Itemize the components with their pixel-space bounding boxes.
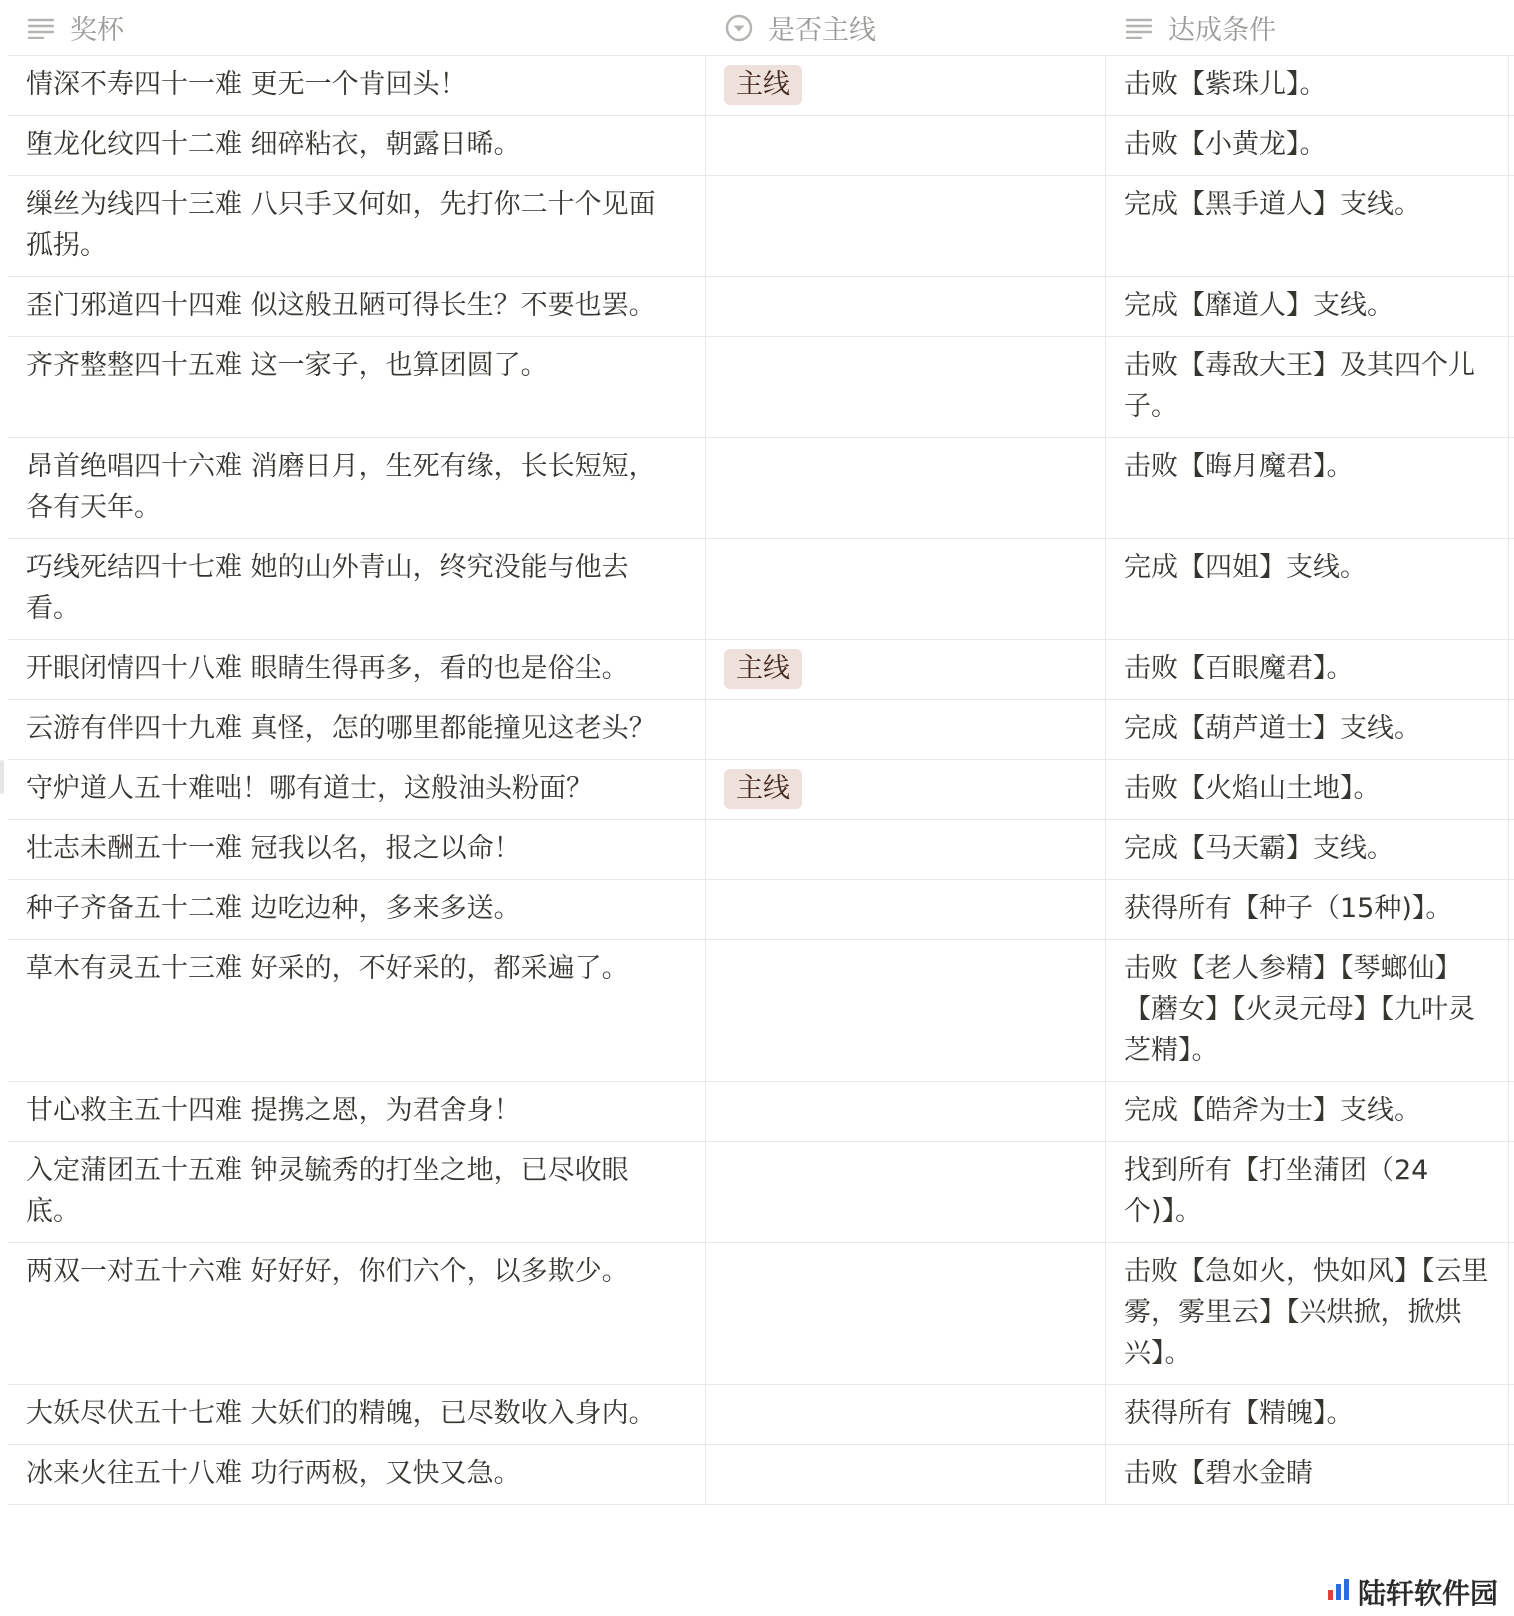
column-header-label: 奖杯 xyxy=(70,15,124,46)
table-body xyxy=(8,56,1514,1505)
condition-cell[interactable]: 击败【火焰山土地】。 xyxy=(1106,760,1509,819)
watermark xyxy=(1320,1570,1506,1614)
condition-cell[interactable]: 击败【紫珠儿】。 xyxy=(1106,56,1509,115)
mainline-cell[interactable] xyxy=(706,277,1106,336)
row-drag-handle[interactable] xyxy=(0,760,4,794)
table-row[interactable] xyxy=(8,56,1514,116)
table-header xyxy=(8,0,1514,56)
mainline-cell[interactable] xyxy=(706,640,1106,699)
mainline-cell[interactable] xyxy=(706,337,1106,437)
mainline-tag: 主线 xyxy=(724,649,802,689)
mainline-cell[interactable] xyxy=(706,760,1106,819)
trophy-cell[interactable]: 草木有灵五十三难 好采的，不好采的，都采遍了。 xyxy=(8,940,706,1081)
condition-cell[interactable]: 完成【皓斧为士】支线。 xyxy=(1106,1082,1509,1141)
trophy-cell[interactable]: 缫丝为线四十三难 八只手又何如，先打你二十个见面孤拐。 xyxy=(8,176,706,276)
condition-cell[interactable]: 完成【黑手道人】支线。 xyxy=(1106,176,1509,276)
condition-cell[interactable]: 击败【晦月魔君】。 xyxy=(1106,438,1509,538)
table-row[interactable] xyxy=(8,438,1514,539)
condition-cell[interactable]: 完成【葫芦道士】支线。 xyxy=(1106,700,1509,759)
table-row[interactable] xyxy=(8,640,1514,700)
table-row[interactable] xyxy=(8,1445,1514,1505)
condition-cell[interactable]: 完成【靡道人】支线。 xyxy=(1106,277,1509,336)
table-row[interactable] xyxy=(8,1385,1514,1445)
trophy-cell[interactable]: 两双一对五十六难 好好好，你们六个，以多欺少。 xyxy=(8,1243,706,1384)
table-row[interactable] xyxy=(8,176,1514,277)
text-lines-icon xyxy=(1124,13,1154,43)
table-row[interactable] xyxy=(8,1082,1514,1142)
table-row[interactable] xyxy=(8,820,1514,880)
condition-cell[interactable]: 获得所有【精魄】。 xyxy=(1106,1385,1509,1444)
select-circle-icon xyxy=(724,13,754,43)
trophy-cell[interactable]: 昂首绝唱四十六难 消磨日月，生死有缘，长长短短，各有天年。 xyxy=(8,438,706,538)
mainline-cell[interactable] xyxy=(706,940,1106,1081)
mainline-cell[interactable] xyxy=(706,700,1106,759)
condition-cell[interactable]: 获得所有【种子（15种)】。 xyxy=(1106,880,1509,939)
trophy-cell[interactable]: 堕龙化纹四十二难 细碎粘衣，朝露日晞。 xyxy=(8,116,706,175)
trophy-cell[interactable]: 开眼闭情四十八难 眼睛生得再多，看的也是俗尘。 xyxy=(8,640,706,699)
column-header-label: 是否主线 xyxy=(768,15,876,46)
trophy-cell[interactable]: 大妖尽伏五十七难 大妖们的精魄，已尽数收入身内。 xyxy=(8,1385,706,1444)
trophy-cell[interactable]: 云游有伴四十九难 真怪，怎的哪里都能撞见这老头？ xyxy=(8,700,706,759)
table-row[interactable] xyxy=(8,539,1514,640)
mainline-tag: 主线 xyxy=(724,769,802,809)
mainline-cell[interactable] xyxy=(706,539,1106,639)
trophy-cell[interactable]: 齐齐整整四十五难 这一家子，也算团圆了。 xyxy=(8,337,706,437)
column-header-mainline[interactable] xyxy=(706,0,1106,55)
mainline-cell[interactable] xyxy=(706,1385,1106,1444)
database-table xyxy=(8,0,1514,1505)
column-header-trophy[interactable] xyxy=(8,0,706,55)
mainline-cell[interactable] xyxy=(706,1445,1106,1504)
column-header-condition[interactable] xyxy=(1106,0,1509,55)
table-row[interactable] xyxy=(8,1142,1514,1243)
trophy-cell[interactable]: 种子齐备五十二难 边吃边种，多来多送。 xyxy=(8,880,706,939)
column-header-label: 达成条件 xyxy=(1168,15,1276,46)
trophy-cell[interactable]: 巧线死结四十七难 她的山外青山，终究没能与他去看。 xyxy=(8,539,706,639)
table-row[interactable] xyxy=(8,940,1514,1082)
table-row[interactable] xyxy=(8,1243,1514,1385)
mainline-cell[interactable] xyxy=(706,56,1106,115)
condition-cell[interactable]: 击败【碧水金睛 xyxy=(1106,1445,1509,1504)
mainline-cell[interactable] xyxy=(706,176,1106,276)
condition-cell[interactable]: 击败【老人参精】【琴螂仙】【蘑女】【火灵元母】【九叶灵芝精】。 xyxy=(1106,940,1509,1081)
trophy-cell[interactable]: 情深不寿四十一难 更无一个肯回头！ xyxy=(8,56,706,115)
condition-cell[interactable]: 击败【毒敌大王】及其四个儿子。 xyxy=(1106,337,1509,437)
mainline-cell[interactable] xyxy=(706,880,1106,939)
trophy-cell[interactable]: 守炉道人五十难咄！哪有道士，这般油头粉面？ xyxy=(8,760,706,819)
condition-cell[interactable]: 击败【百眼魔君】。 xyxy=(1106,640,1509,699)
mainline-cell[interactable] xyxy=(706,438,1106,538)
condition-cell[interactable]: 找到所有【打坐蒲团（24个)】。 xyxy=(1106,1142,1509,1242)
table-row[interactable] xyxy=(8,880,1514,940)
bar-chart-logo-icon xyxy=(1326,1576,1352,1609)
mainline-cell[interactable] xyxy=(706,1082,1106,1141)
table-row[interactable] xyxy=(8,116,1514,176)
condition-cell[interactable]: 完成【四姐】支线。 xyxy=(1106,539,1509,639)
trophy-cell[interactable]: 冰来火往五十八难 功行两极，又快又急。 xyxy=(8,1445,706,1504)
table-row[interactable] xyxy=(8,700,1514,760)
mainline-cell[interactable] xyxy=(706,820,1106,879)
trophy-cell[interactable]: 壮志未酬五十一难 冠我以名，报之以命！ xyxy=(8,820,706,879)
trophy-cell[interactable]: 入定蒲团五十五难 钟灵毓秀的打坐之地，已尽收眼底。 xyxy=(8,1142,706,1242)
condition-cell[interactable]: 击败【小黄龙】。 xyxy=(1106,116,1509,175)
table-row[interactable] xyxy=(8,277,1514,337)
table-row[interactable] xyxy=(8,760,1514,820)
text-lines-icon xyxy=(26,13,56,43)
watermark-text: 陆轩软件园 xyxy=(1357,1577,1498,1610)
trophy-cell[interactable]: 甘心救主五十四难 提携之恩，为君舍身！ xyxy=(8,1082,706,1141)
mainline-cell[interactable] xyxy=(706,116,1106,175)
mainline-tag: 主线 xyxy=(724,65,802,105)
mainline-cell[interactable] xyxy=(706,1142,1106,1242)
mainline-cell[interactable] xyxy=(706,1243,1106,1384)
condition-cell[interactable]: 击败【急如火，快如风】【云里雾，雾里云】【兴烘掀，掀烘兴】。 xyxy=(1106,1243,1509,1384)
table-row[interactable] xyxy=(8,337,1514,438)
condition-cell[interactable]: 完成【马天霸】支线。 xyxy=(1106,820,1509,879)
trophy-cell[interactable]: 歪门邪道四十四难 似这般丑陋可得长生？不要也罢。 xyxy=(8,277,706,336)
